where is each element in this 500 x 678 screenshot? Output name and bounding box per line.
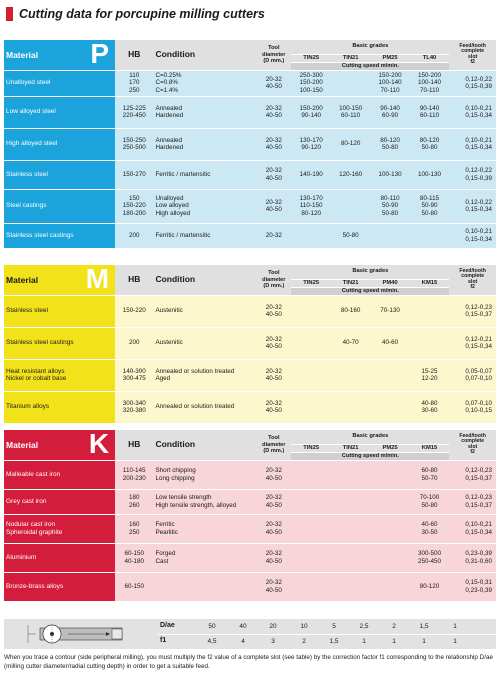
correction-dae-value: 2,5	[359, 623, 369, 630]
header-hb: HB	[115, 40, 153, 70]
cutting-speed-value	[331, 70, 370, 96]
cutting-speed-value: 80-160	[331, 295, 370, 327]
header-grade: PM40	[370, 279, 409, 287]
header-cutting-speed: Cutting speed m/min.	[291, 452, 449, 460]
correction-dae-label: D/ae	[160, 622, 175, 629]
cutting-speed-value	[331, 543, 370, 572]
feed-value: 0,12-0,22 0,15-0,39	[449, 70, 496, 96]
tool-diameter-value: 20-32 40-50	[256, 295, 291, 327]
cutting-speed-value	[410, 223, 449, 248]
hb-value: 150-270	[115, 160, 153, 189]
cutting-speed-value: 120-160	[331, 160, 370, 189]
hb-value: 110-145 200-230	[115, 460, 153, 489]
cutting-speed-value: 130-170 110-150 80-120	[291, 189, 330, 223]
feed-value: 0,10-0,21 0,15-0,34	[449, 96, 496, 128]
side-milling-diagram-icon	[26, 622, 134, 646]
cutting-speed-value: 50-80	[331, 223, 370, 248]
cutting-speed-value	[331, 514, 370, 543]
hb-value: 140-300 300-475	[115, 359, 153, 391]
header-grade: TL40	[410, 54, 449, 62]
feed-value: 0,12-0,23 0,15-0,37	[449, 460, 496, 489]
header-grade: TIN21	[331, 444, 370, 452]
cutting-speed-value: 15-25 12-20	[410, 359, 449, 391]
cutting-speed-value: 80-120 50-80	[410, 128, 449, 160]
material-name: Stainless steel castings	[4, 223, 115, 248]
correction-dae-value: 50	[208, 623, 216, 630]
table-row	[4, 489, 496, 514]
hb-value: 180 260	[115, 489, 153, 514]
material-name: Nodular cast iron Spheroidal graphite	[4, 514, 115, 543]
correction-dae-value: 10	[300, 623, 308, 630]
cutting-speed-value	[370, 223, 409, 248]
correction-dae-value: 2	[392, 623, 396, 630]
correction-dae-value: 5	[332, 623, 336, 630]
material-name: Aluminium	[4, 543, 115, 572]
correction-dae-value: 1,5	[419, 623, 429, 630]
cutting-speed-value	[291, 295, 330, 327]
page-title: Cutting data for porcupine milling cutters	[19, 7, 265, 21]
cutting-speed-value	[291, 327, 330, 359]
material-name: Stainless steel	[4, 295, 115, 327]
table-row	[4, 295, 496, 327]
condition-value: C=0.25% C=0.8% C=1.4%	[153, 70, 256, 96]
cutting-speed-value: 250-300 150-200 100-150	[291, 70, 330, 96]
tool-diameter-value: 20-32 40-50	[256, 189, 291, 223]
condition-value: Forged Cast	[153, 543, 256, 572]
hb-value: 200	[115, 223, 153, 248]
feed-value: 0,12-0,23 0,15-0,37	[449, 295, 496, 327]
correction-f1-value: 4	[241, 638, 245, 645]
correction-f1-value: 1	[453, 638, 457, 645]
header-grade: PM25	[370, 54, 409, 62]
header-condition: Condition	[153, 265, 256, 295]
correction-f1-label: f1	[160, 637, 167, 644]
header-feed-per-tooth: Feed/tooth complete slot f2	[449, 265, 496, 295]
header-grade: TIN25	[291, 54, 330, 62]
tool-diameter-value: 20-32 40-50	[256, 460, 291, 489]
header-feed-per-tooth: Feed/tooth complete slot f2	[449, 40, 496, 70]
header-tool-diameter: Tool diameter (D mm.)	[256, 430, 291, 460]
cutting-speed-value	[291, 223, 330, 248]
section-table-p	[4, 37, 496, 249]
tool-diameter-value: 20-32 40-50	[256, 160, 291, 189]
table-row	[4, 460, 496, 489]
condition-value: Annealed or solution treated	[153, 391, 256, 423]
feed-value: 0,07-0,10 0,10-0,15	[449, 391, 496, 423]
tool-diameter-value: 20-32 40-50	[256, 391, 291, 423]
cutting-speed-value: 90-140 60-110	[410, 96, 449, 128]
cutting-speed-value: 140-190	[291, 160, 330, 189]
correction-f1-value: 1	[362, 638, 366, 645]
header-basic-grades: Basic grades	[291, 265, 449, 279]
header-material	[4, 37, 115, 70]
feed-value: 0,12-0,22 0,15-0,39	[449, 160, 496, 189]
hb-value: 150 150-220 180-200	[115, 189, 153, 223]
header-cutting-speed: Cutting speed m/min.	[291, 287, 449, 295]
table-row	[4, 572, 496, 601]
header-grade: TIN25	[291, 279, 330, 287]
correction-dae-value: 20	[269, 623, 277, 630]
material-name: Stainless steel castings	[4, 327, 115, 359]
correction-f1-value: 1	[422, 638, 426, 645]
material-name: Bronze-brass alloys	[4, 572, 115, 601]
tool-diameter-value: 20-32 40-50	[256, 514, 291, 543]
cutting-speed-value: 60-80 50-70	[410, 460, 449, 489]
tool-diameter-value: 20-32 40-50	[256, 489, 291, 514]
material-name: Titanium alloys	[4, 391, 115, 423]
feed-value: 0,12-0,21 0,15-0,34	[449, 327, 496, 359]
title-bar	[6, 4, 265, 24]
condition-value: Austenitic	[153, 327, 256, 359]
cutting-speed-value	[370, 359, 409, 391]
material-name: Heat resistant alloys Nickel or cobalt base	[4, 359, 115, 391]
tool-diameter-value: 20-32 40-50	[256, 572, 291, 601]
cutting-speed-value: 70-130	[370, 295, 409, 327]
cutting-speed-value	[331, 460, 370, 489]
feed-value: 0,10-0,21 0,15-0,34	[449, 514, 496, 543]
condition-value: Ferritic / martensitic	[153, 223, 256, 248]
header-tool-diameter: Tool diameter (D mm.)	[256, 40, 291, 70]
cutting-speed-value: 40-80 30-60	[410, 391, 449, 423]
material-name: Grey cast iron	[4, 489, 115, 514]
hb-value: 60-150	[115, 572, 153, 601]
correction-f1-value: 4,5	[207, 638, 217, 645]
hb-value: 150-220	[115, 295, 153, 327]
tool-diameter-value: 20-32 40-50	[256, 543, 291, 572]
cutting-speed-value	[370, 460, 409, 489]
tool-diameter-value: 20-32 40-50	[256, 70, 291, 96]
table-row	[4, 96, 496, 128]
table-row	[4, 514, 496, 543]
header-cutting-speed: Cutting speed m/min.	[291, 62, 449, 70]
condition-value: Austenitic	[153, 295, 256, 327]
cutting-speed-value	[291, 460, 330, 489]
condition-value	[153, 572, 256, 601]
tool-diameter-value: 20-32 40-50	[256, 96, 291, 128]
cutting-speed-value: 40-60	[370, 327, 409, 359]
condition-value: Low tensile strength High tensile strength, alloyed	[153, 489, 256, 514]
correction-dae-value: 40	[239, 623, 247, 630]
material-name: Malleable cast iron	[4, 460, 115, 489]
cutting-speed-value: 80-110 50-90 50-80	[370, 189, 409, 223]
cutting-speed-value	[370, 489, 409, 514]
cutting-speed-value: 40-60 30-50	[410, 514, 449, 543]
cutting-speed-value	[370, 391, 409, 423]
cutting-speed-value: 80-120 50-80	[370, 128, 409, 160]
header-feed-per-tooth: Feed/tooth complete slot f2	[449, 430, 496, 460]
cutting-speed-value	[370, 514, 409, 543]
hb-value: 125-225 220-450	[115, 96, 153, 128]
cutting-speed-value: 80-115 50-90 50-80	[410, 189, 449, 223]
table-row	[4, 223, 496, 248]
header-hb: HB	[115, 430, 153, 460]
header-grade: TIN21	[331, 279, 370, 287]
header-grade: TIN25	[291, 444, 330, 452]
correction-divider	[158, 634, 496, 635]
header-grade: TIN21	[331, 54, 370, 62]
footnote: When you trace a contour (side peripheral milling), you must multiply the f2 value of a complete slot (see table) by the correction factor f1 corresponding to the relationship D/ae (milling cutter diameter/radial cutting depth) in order to get a suitable feed.	[4, 654, 493, 671]
header-material-label: Material	[6, 439, 39, 450]
condition-value: Short chipping Long chipping	[153, 460, 256, 489]
cutting-speed-value: 100-130	[370, 160, 409, 189]
section-table-m	[4, 262, 496, 424]
table-row	[4, 391, 496, 423]
cutting-speed-value	[291, 514, 330, 543]
table-row	[4, 70, 496, 96]
hb-value: 60-150 40-180	[115, 543, 153, 572]
header-hb: HB	[115, 265, 153, 295]
material-name: Low alloyed steel	[4, 96, 115, 128]
cutting-speed-value	[410, 327, 449, 359]
title-marker	[6, 7, 13, 21]
iso-group-letter: P	[90, 37, 110, 69]
cutting-speed-value	[331, 359, 370, 391]
cutting-speed-value	[370, 572, 409, 601]
cutting-speed-value	[370, 543, 409, 572]
header-condition: Condition	[153, 430, 256, 460]
cutting-speed-value	[291, 489, 330, 514]
feed-value: 0,15-0,31 0,23-0,39	[449, 572, 496, 601]
material-name: Stainless steel	[4, 160, 115, 189]
cutting-speed-value: 100-130	[410, 160, 449, 189]
hb-value: 200	[115, 327, 153, 359]
cutting-speed-value	[291, 359, 330, 391]
hb-value: 110 170 250	[115, 70, 153, 96]
feed-value: 0,05-0,07 0,07-0,10	[449, 359, 496, 391]
cutting-speed-value: 80-120	[410, 572, 449, 601]
header-grade: PM25	[370, 444, 409, 452]
feed-value: 0,10-0,21 0,15-0,34	[449, 128, 496, 160]
header-basic-grades: Basic grades	[291, 40, 449, 54]
condition-value: Unalloyed Low alloyed High alloyed	[153, 189, 256, 223]
correction-f1-value: 1	[392, 638, 396, 645]
hb-value: 150-250 250-500	[115, 128, 153, 160]
hb-value: 160 250	[115, 514, 153, 543]
iso-group-letter: M	[85, 262, 110, 294]
condition-value: Annealed or solution treated Aged	[153, 359, 256, 391]
tool-diameter-value: 20-32 40-50	[256, 128, 291, 160]
header-grade: KM15	[410, 444, 449, 452]
cutting-speed-value	[331, 572, 370, 601]
feed-value: 0,23-0,39 0,31-0,60	[449, 543, 496, 572]
material-name: Unalloyed steel	[4, 70, 115, 96]
table-row	[4, 160, 496, 189]
condition-value: Ferritic Pearlitic	[153, 514, 256, 543]
cutting-speed-value: 150-200 90-140	[291, 96, 330, 128]
cutting-speed-value: 130-170 90-120	[291, 128, 330, 160]
iso-group-letter: K	[88, 427, 110, 459]
correction-dae-value: 1	[453, 623, 457, 630]
cutting-speed-value	[291, 543, 330, 572]
condition-value: Ferritic / martensitic	[153, 160, 256, 189]
condition-value: Annealed Hardened	[153, 128, 256, 160]
header-condition: Condition	[153, 40, 256, 70]
header-material-label: Material	[6, 49, 39, 60]
header-grade: KM15	[410, 279, 449, 287]
material-name: Steel castings	[4, 189, 115, 223]
cutting-speed-value	[291, 572, 330, 601]
tool-diameter-value: 20-32	[256, 223, 291, 248]
material-name: High alloyed steel	[4, 128, 115, 160]
section-table-k	[4, 427, 496, 602]
table-row	[4, 359, 496, 391]
cutting-speed-value	[410, 295, 449, 327]
cutting-speed-value	[291, 391, 330, 423]
table-row	[4, 327, 496, 359]
table-row	[4, 128, 496, 160]
header-material	[4, 427, 115, 460]
tool-diameter-value: 20-32 40-50	[256, 327, 291, 359]
table-row	[4, 543, 496, 572]
feed-value: 0,10-0,21 0,15-0,34	[449, 223, 496, 248]
cutting-speed-value: 100-150 60-110	[331, 96, 370, 128]
correction-f1-value: 1,5	[329, 638, 339, 645]
tool-diameter-value: 20-32 40-50	[256, 359, 291, 391]
hb-value: 300-340 320-380	[115, 391, 153, 423]
condition-value: Annealed Hardened	[153, 96, 256, 128]
correction-f1-value: 2	[302, 638, 306, 645]
feed-value: 0,12-0,23 0,15-0,37	[449, 489, 496, 514]
cutting-speed-value	[331, 189, 370, 223]
table-row	[4, 189, 496, 223]
cutting-speed-value: 70-100 50-80	[410, 489, 449, 514]
cutting-speed-value: 40-70	[331, 327, 370, 359]
header-basic-grades: Basic grades	[291, 430, 449, 444]
cutting-speed-value	[331, 391, 370, 423]
cutting-speed-value: 150-200 100-140 70-110	[410, 70, 449, 96]
cutting-speed-value	[331, 489, 370, 514]
cutting-speed-value: 80-120	[331, 128, 370, 160]
cutting-speed-value: 150-200 100-140 70-110	[370, 70, 409, 96]
feed-value: 0,12-0,22 0,15-0,34	[449, 189, 496, 223]
header-material	[4, 262, 115, 295]
cutting-speed-value: 300-500 250-450	[410, 543, 449, 572]
correction-factor-table	[4, 619, 496, 649]
cutting-speed-value: 90-140 60-90	[370, 96, 409, 128]
correction-f1-value: 3	[271, 638, 275, 645]
header-tool-diameter: Tool diameter (D mm.)	[256, 265, 291, 295]
header-material-label: Material	[6, 274, 39, 285]
